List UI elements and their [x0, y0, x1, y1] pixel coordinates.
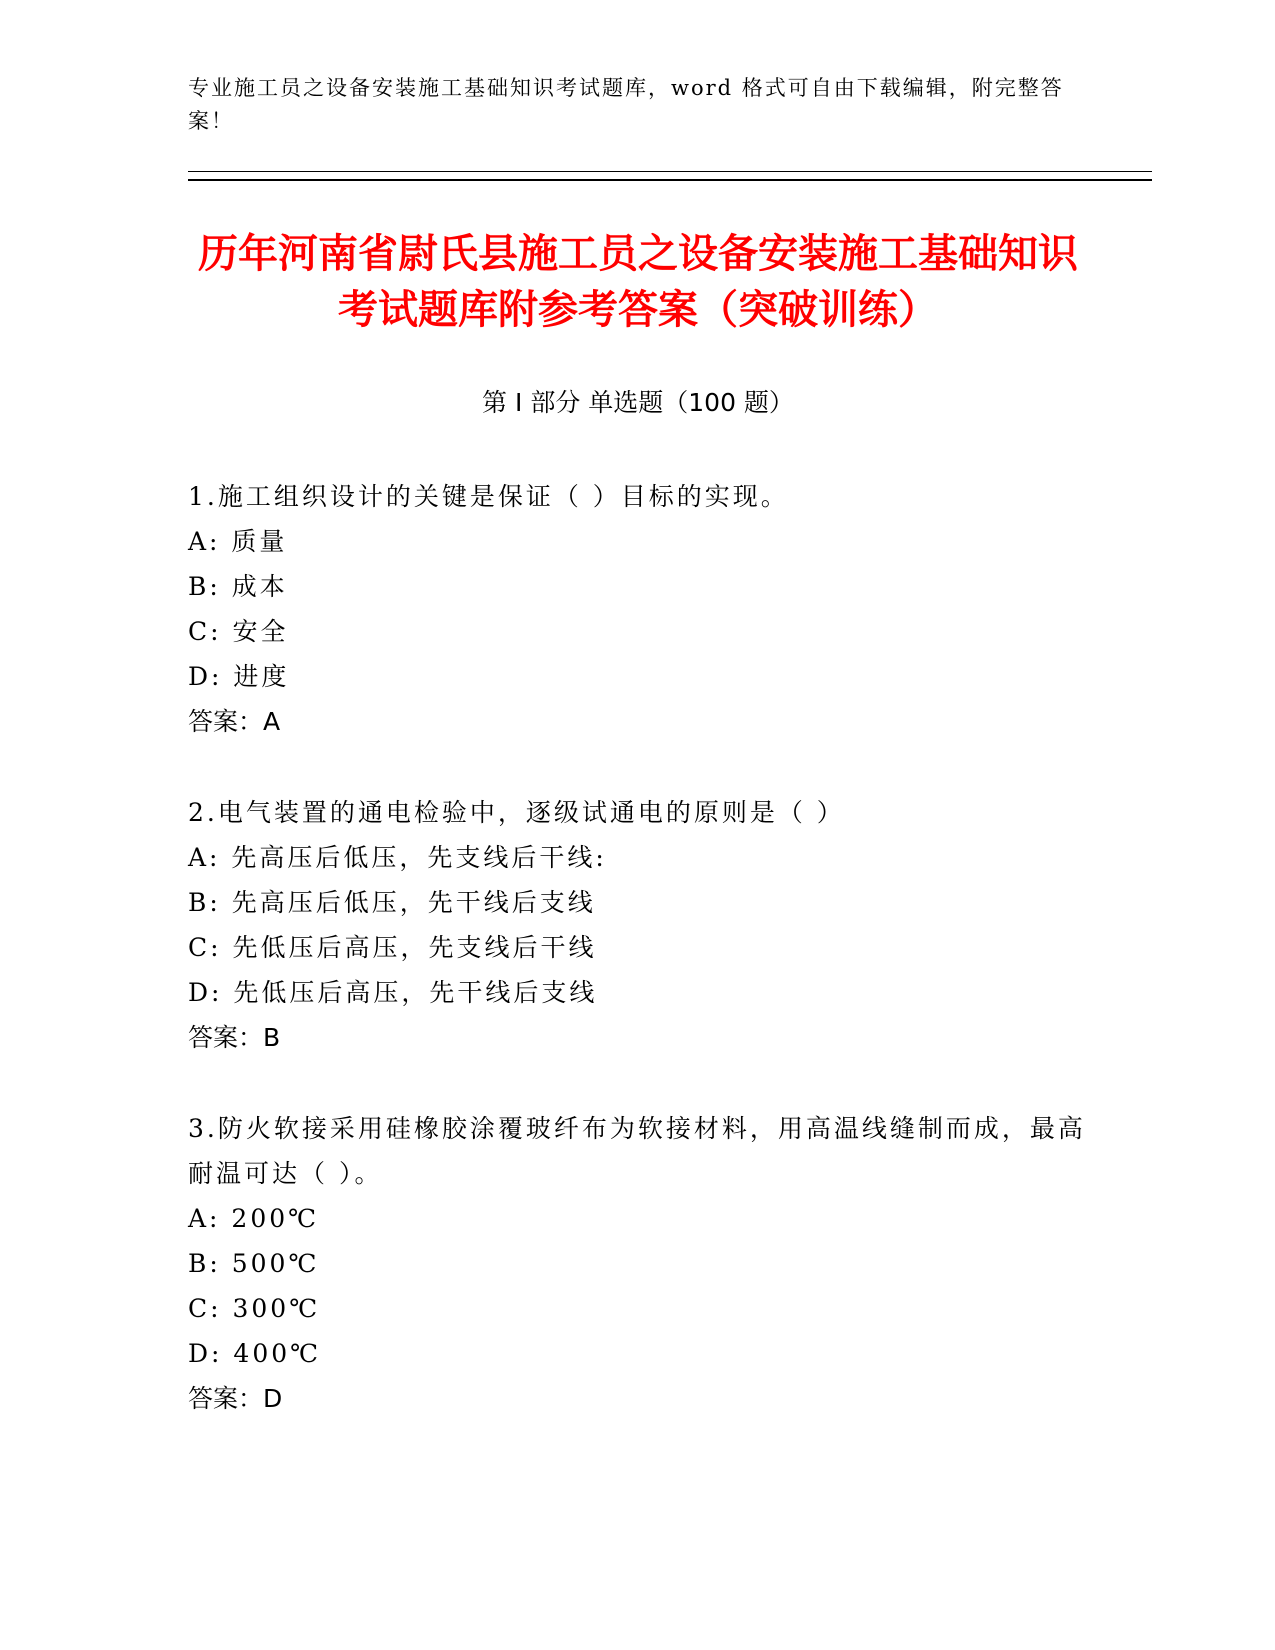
option-d: D: 进度	[188, 662, 290, 691]
option-a: A: 先高压后低压，先支线后干线:	[188, 843, 607, 872]
question-list	[188, 474, 1088, 1467]
section-heading: 第 I 部分 单选题（100 题）	[482, 388, 794, 417]
option-d: D: 400℃	[188, 1339, 322, 1368]
option-d: D: 先低压后高压，先干线后支线	[188, 978, 598, 1007]
option-a: A: 质量	[188, 527, 288, 556]
question-2	[188, 790, 1088, 1060]
question-stem: 3.防火软接采用硅橡胶涂覆玻纤布为软接材料，用高温线缝制而成，最高耐温可达（ ）。	[188, 1114, 1086, 1188]
option-b: B: 500℃	[188, 1249, 320, 1278]
option-c: C: 300℃	[188, 1294, 321, 1323]
answer: 答案：B	[188, 1023, 281, 1052]
option-a: A: 200℃	[188, 1204, 320, 1233]
option-b: B: 成本	[188, 572, 288, 601]
question-1	[188, 474, 1088, 744]
header-divider-thin	[188, 171, 1152, 172]
answer: 答案：D	[188, 1384, 283, 1413]
document-title: 历年河南省尉氏县施工员之设备安装施工基础知识考试题库附参考答案（突破训练）	[198, 231, 1078, 333]
question-stem: 1.施工组织设计的关键是保证（ ）目标的实现。	[188, 482, 789, 511]
question-stem: 2.电气装置的通电检验中，逐级试通电的原则是（ ）	[188, 798, 845, 827]
header-note: 专业施工员之设备安装施工基础知识考试题库，word 格式可自由下载编辑，附完整答案！	[188, 76, 1064, 133]
header-divider-thick	[188, 179, 1152, 181]
option-b: B: 先高压后低压，先干线后支线	[188, 888, 596, 917]
option-c: C: 安全	[188, 617, 289, 646]
option-c: C: 先低压后高压，先支线后干线	[188, 933, 597, 962]
question-3	[188, 1106, 1088, 1421]
answer: 答案：A	[188, 707, 281, 736]
